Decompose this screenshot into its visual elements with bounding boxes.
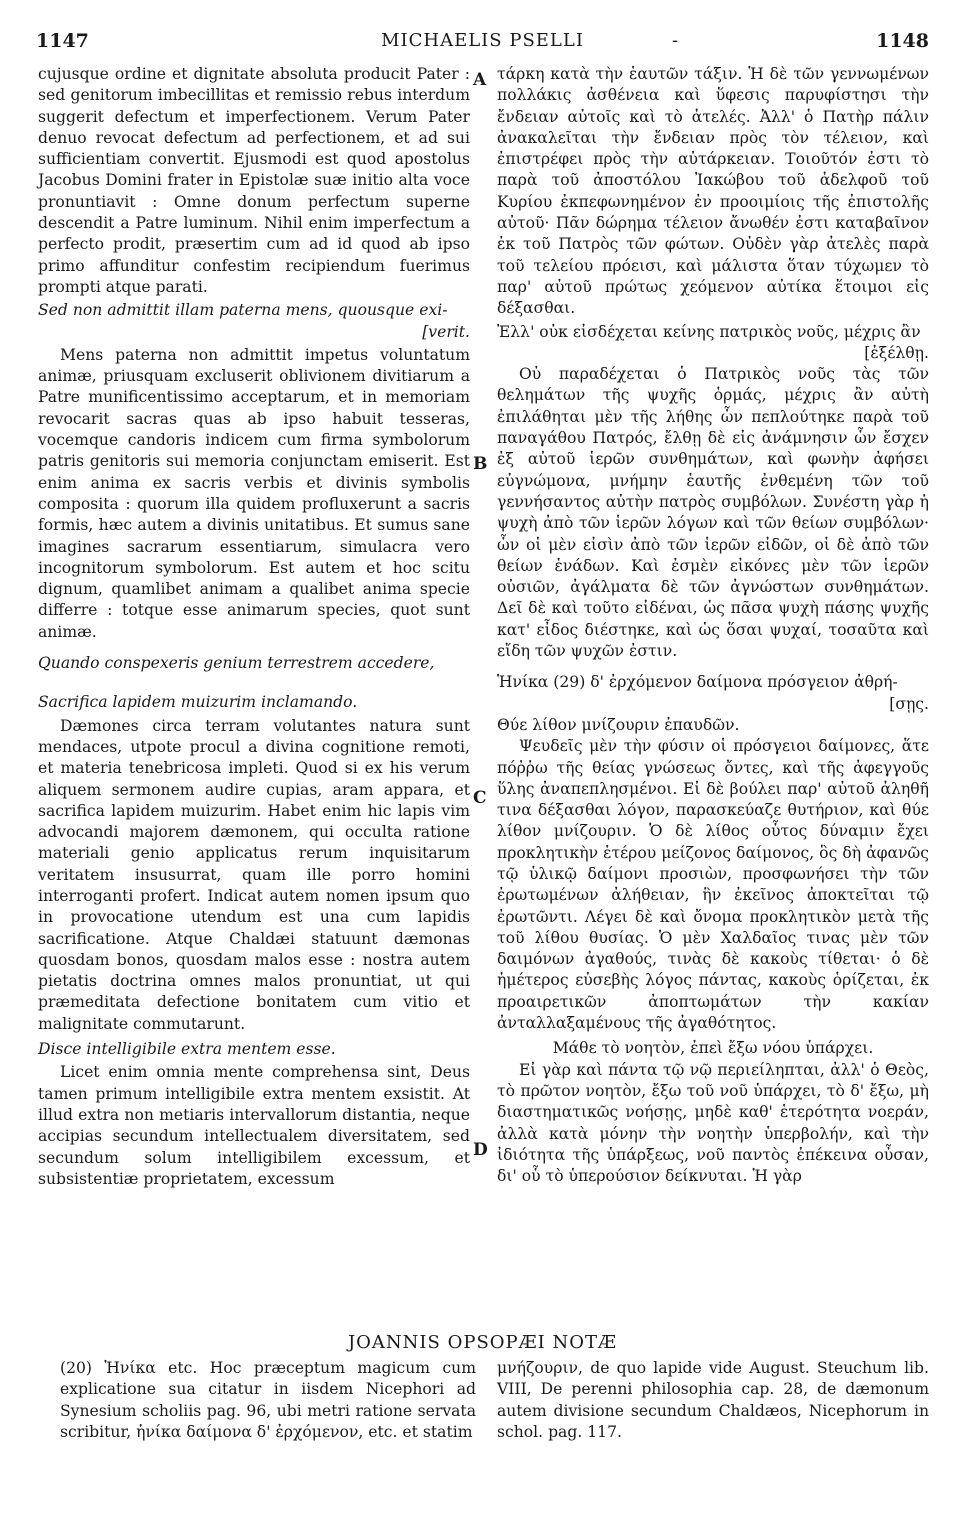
greek-lemma-4: Μάθε τὸ νοητὸν, ἐπεὶ ἔξω νόου ὑπάρχει. [552,1039,874,1058]
page-number-left: 1147 [36,30,89,52]
section-marker-a: A [473,70,487,90]
section-marker-b: B [473,454,488,474]
greek-paragraph-1: τάρκη κατὰ τὴν ἑαυτῶν τάξιν. Ἡ δὲ τῶν γεννωμένων πολλάκις ἀσθένεια καὶ ὕφεσις παρυφίστησι τὴν ἔνδειαν αὐτοῖς καὶ τὸ ἀτελές. Ἀλλ' ὁ Πατὴρ πάλιν ἀνακαλεῖται τὴν ἔνδειαν πρὸς τὸν τέλειον, καὶ ἐπιστρέφει πρὸς τὴν αὐτάρκειαν. Τοιοῦτόν ἐστι τὸ παρὰ τοῦ ἀποστόλου Ἰακώβου τοῦ ἀδελφοῦ τοῦ Κυρίου ἐκπεφωνημένον ἐν προοιμίοις τῆς ἐπιστολῆς αὐτοῦ· Πᾶν δώρημα τέλειον ἄνωθέν ἐστι καταβαῖνον ἐκ τοῦ Πατρὸς τῶν φώτων. Οὐδὲν γὰρ ἀτελὲς παρὰ τοῦ τελείου πρόεισι, καὶ μάλιστα ὅταν τύχωμεν τὸ παρ' αὐτοῦ πρώτως χεόμενον αὐτίκα ἕτοιμοι εἰς δέξασθαι. [497,65,929,318]
greek-lemma-1-end: [ἐξέλθῃ. [864,343,929,362]
running-title: MICHAELIS PSELLI [381,30,584,51]
greek-paragraph-3: Ψευδεῖς μὲν τὴν φύσιν οἱ πρόσγειοι δαίμονες, ἅτε πόῤῥω τῆς θείας γνώσεως ὄντες, καὶ τῆς ἀφεγγοῦς ὕλης ἀναπεπλησμένοι. Εἰ δὲ βούλει παρ' αὐτοῦ ἀληθῆ τινα δέξασθαι λόγον, παρασκεύαζε θυτήριον, καὶ θύε λίθον μνίζουριν. Ὁ δὲ λίθος οὗτος δύναμιν ἔχει προκλητικὴν ἑτέρου μείζονος δαίμονος, ὃς δὴ ἀφανῶς τῷ ὑλικῷ δαίμονι προσιὼν, προσφωνήσει τὴν τῶν ἐρωτωμένων ἀλήθειαν, ἣν ἐκεῖνος ἀποκτεῖται τῷ ἐρωτῶντι. Λέγει δὲ καὶ ὄνομα προκλητικὸν μετὰ τῆς τοῦ λίθου θυσίας. Ὁ μὲν Χαλδαῖος τινας μὲν τῶν δαιμόνων ἀγαθούς, τινὰς δὲ κακοὺς τίθεται· ὁ δὲ ἡμέτερος εὐσεβὴς λόγος πάντας, κακοὺς ὁρίζεται, ἐκ προαιρετικῶν ἀποπτωμάτων τὴν κακίαν ἀνταλλαξαμένους τῆς ἀγαθότητος. [497,737,929,1033]
greek-paragraph-2: Οὐ παραδέχεται ὁ Πατρικὸς νοῦς τὰς τῶν θελημάτων τῆς ψυχῆς ὁρμάς, μέχρις ἂν αὐτὴ ἐπιλάθηται μὲν τῆς λήθης ὧν πεπλούτηκε παρὰ τοῦ παναγάθου Πατρός, ἔλθῃ δὲ εἰς ἀνάμνησιν ὧν ἔσχεν ἐξ αὐτοῦ ἱερῶν συνθημάτων, καὶ φωνὴν ἀφήσει εὐγνώμονα, μνήμην ἑαυτῆς ἐνθεμένη τῶν τοῦ γεννήσαντος αὐτὴν πατρὸς συμβόλων. Συνέστη γὰρ ἡ ψυχὴ ἀπὸ τῶν ἱερῶν λόγων καὶ τῶν θείων συμβόλων· ὧν οἱ μὲν εἰσὶν ἀπὸ τῶν ἱερῶν εἰδῶν, οἱ δὲ ἀπὸ τῶν θείων ἑνάδων. Καὶ ἐσμὲν εἰκόνες μὲν τῶν ἱερῶν οὐσιῶν, ἀγάλματα δὲ τῶν ἀγνώστων συνθημάτων. Δεῖ δὲ καὶ τοῦτο εἰδέναι, ὡς πᾶσα ψυχὴ πάσης ψυχῆς κατ' εἶδος διέστηκε, καὶ ὡς ὅσαι ψυχαί, τοσαῦτα καὶ εἴδη τῶν ψυχῶν ἐστιν. [497,365,929,661]
notes-title: JOANNIS OPSOPÆI NOTÆ [347,1332,618,1353]
note-left: (20) Ἡνίκα etc. Hoc præceptum magicum cum explicatione sua citatur in iisdem Nicephori ad Synesium scholiis pag. 96, ubi metri ratione servata scribitur, ἡνίκα δαίμονα δ' ἐρχόμενον, etc. et statim [60,1359,476,1441]
greek-lemma-1: Ἐλλ' οὐκ εἰσδέχεται κείνης πατρικὸς νοῦς, μέχρις ἂν [497,322,921,341]
latin-paragraph-3: Dæmones circa terram volutantes natura sunt mendaces, utpote procul a divina cognitione remoti, et materia tenebricosa impleti. Quod si ex his verum aliquem sermonem audire cupias, aram appara, et sacrifica lapidem muizurim. Habet enim hic lapis vim advocandi majorem dæmonem, qui occulta ratione materiali genio applicatus rerum inquisitarum veritatem insusurrat, quam ille porro homini interroganti profert. Indicat autem nomen ipsum quo in provocatione utendum est una cum lapidis sacrificatione. Atque Chaldæi statuunt dæmonas quosdam bonos, quosdam malos esse : nostra autem pietatis doctrina omnes malos pronuntiat, ut qui præmeditata defectione bonitatem cum vitio et malignitate commutarunt. [38,716,470,1033]
section-marker-d: D [473,1140,488,1160]
latin-lemma-3: Sacrifica lapidem muizurim inclamando. [38,693,358,712]
page-header [36,30,929,60]
greek-lemma-3: Θύε λίθον μνίζουριν ἐπαυδῶν. [497,715,740,734]
latin-lemma-1: Sed non admittit illam paterna mens, quousque exi- [38,301,448,320]
page-number-right: 1148 [876,30,929,52]
latin-paragraph-1: cujusque ordine et dignitate absoluta producit Pater : sed genitorum imbecillitas et remissio rebus interdum suggerit defectum et imperfectionem. Verum Pater denuo revocat defectum ad perfectionem, et ad sui sufficientiam convertit. Ejusmodi est quod apostolus Jacobus Domini frater in Epistolæ suæ initio alta voce pronuntiavit : Omne donum perfectum superne descendit a Patre luminum. Nihil enim imperfectum a perfecto prodit, præsertim cum ad id quod ab ipso primo affunditur confestim recipiendum fuerimus prompti atque parati. [38,65,470,296]
greek-column [497,64,929,1187]
latin-lemma-4: Disce intelligibile extra mentem esse. [38,1040,336,1059]
latin-column [38,64,470,1190]
greek-lemma-2: Ἡνίκα (29) δ' ἐρχόμενον δαίμονα πρόσγειον ἀθρή- [497,673,898,692]
latin-lemma-1-end: [verit. [422,322,470,341]
header-dash: - [672,30,679,51]
latin-paragraph-4: Licet enim omnia mente comprehensa sint, Deus tamen primum intelligibile extra mentem exsistit. At illud extra non metiaris intervallorum distantia, neque accipias secundum intellectualem diversitatem, sed secundum solum intelligibilem excessum, et subsistentiæ proprietatem, excessum [38,1063,470,1188]
note-right: μνήζουριν, de quo lapide vide August. Steuchum lib. VIII, De perenni philosophia cap. 28, de dæmonum autem divisione secundum Chaldæos, Nicephorum in schol. pag. 117. [497,1359,929,1441]
greek-paragraph-4: Εἰ γὰρ καὶ πάντα τῷ νῷ περιείληπται, ἀλλ' ὁ Θεὸς, τὸ πρῶτον νοητὸν, ἔξω τοῦ νοῦ ὑπάρχει, τὸ δ' ἔξω, μὴ διαστηματικῶς νοήσῃς, μηδὲ καθ' ἑτερότητα νοεράν, ἀλλὰ κατὰ μόνην τὴν νοητὴν ὑπερβολήν, καὶ τὴν ἰδιότητα τῆς ὑπάρξεως, νοῦ παντὸς ἐπέκεινα οὖσαν, δι' οὗ τὸ ὑπερούσιον δείκνυται. Ἡ γὰρ [497,1060,929,1186]
section-marker-c: C [473,788,487,808]
latin-paragraph-2: Mens paterna non admittit impetus voluntatum animæ, priusquam excluserit oblivionem divitiarum a Patre munificentissimo acceptarum, et in memoriam revocarit sacras quas ab ipso habuit tesseras, vocemque candoris indicem cum firma symbolorum patris genitoris sui memoria conjunctam emiserit. Est enim anima ex sacris verbis et divinis symbolis composita : quorum illa quidem profluxerunt a sacris formis, hæc autem a divinis unitatibus. Et sumus sane imagines sacrarum essentiarum, simulacra vero incognitorum symbolorum. Est autem et hoc scitu dignum, quamlibet animam a qualibet anima specie differre : totque esse animarum species, quot sunt animæ. [38,345,470,641]
greek-lemma-2-end: [σῃς. [889,694,929,713]
latin-lemma-2: Quando conspexeris genium terrestrem accedere, [38,654,435,673]
